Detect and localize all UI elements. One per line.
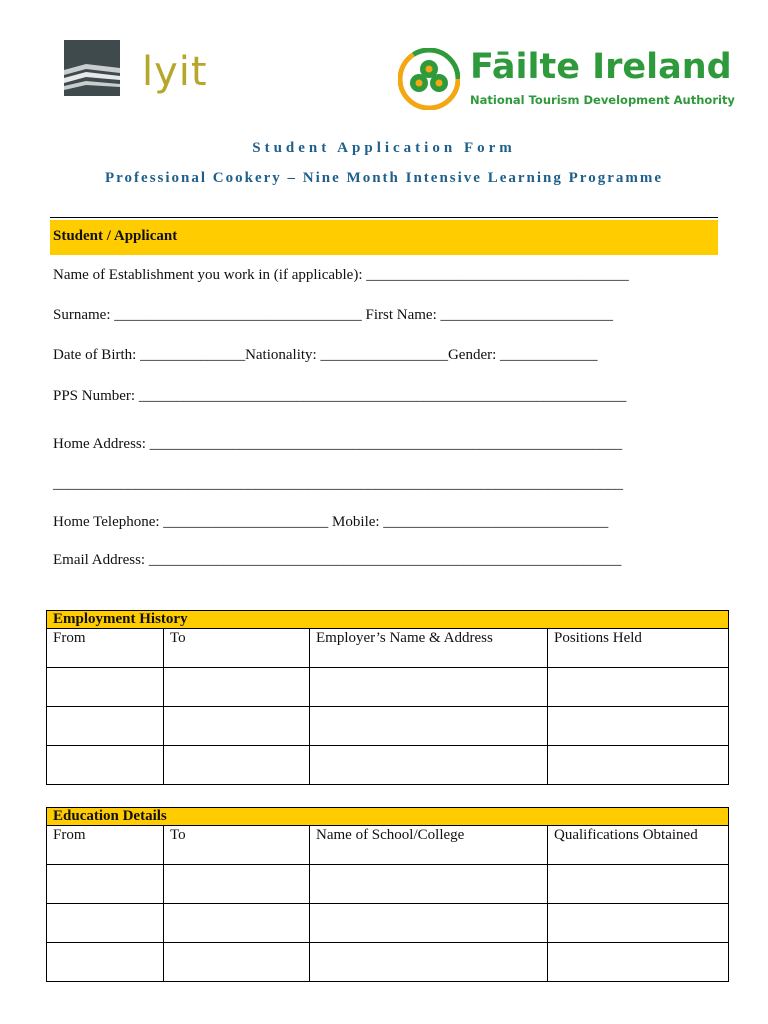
education-details-heading: Education Details [47,808,729,826]
table-cell[interactable] [47,943,164,982]
table-cell[interactable] [310,746,548,785]
employment-history-table [46,610,729,785]
table-cell[interactable] [47,668,164,707]
column-header: From [47,826,164,865]
table-cell[interactable] [548,904,729,943]
column-header: Name of School/College [310,826,548,865]
table-cell[interactable] [548,865,729,904]
telephone-mobile-fields[interactable]: Home Telephone: ______________________ Mobile: ______________________________ [53,514,609,530]
column-header: To [164,826,310,865]
establishment-field[interactable]: Name of Establishment you work in (if applicable): ___________________________________ [53,267,629,283]
table-cell[interactable] [548,746,729,785]
table-cell[interactable] [310,904,548,943]
employment-history-heading: Employment History [47,611,729,629]
lyit-logo-icon [64,40,120,96]
section-divider [50,217,718,218]
table-cell[interactable] [548,943,729,982]
table-cell[interactable] [164,707,310,746]
table-cell[interactable] [164,746,310,785]
table-cell[interactable] [310,943,548,982]
table-cell[interactable] [164,668,310,707]
table-row [47,865,729,904]
student-section-title: Student / Applicant [53,228,178,244]
table-cell[interactable] [310,707,548,746]
table-cell[interactable] [164,865,310,904]
table-row [47,904,729,943]
shamrock-logo-icon [398,48,460,110]
home-address-line-2[interactable]: ____________________________________________________________________________ [53,476,623,492]
table-cell[interactable] [47,865,164,904]
home-address-field[interactable]: Home Address: _______________________________________________________________ [53,436,623,452]
column-header: Positions Held [548,629,729,668]
pps-number-field[interactable]: PPS Number: _________________________________________________________________ [53,388,627,404]
form-title: Student Application Form [252,140,516,156]
column-header: Qualifications Obtained [548,826,729,865]
table-cell[interactable] [548,668,729,707]
column-header: Employer’s Name & Address [310,629,548,668]
table-cell[interactable] [548,707,729,746]
table-row [47,746,729,785]
table-row [47,668,729,707]
form-subtitle: Professional Cookery – Nine Month Intensive Learning Programme [105,170,663,186]
email-address-field[interactable]: Email Address: _______________________________________________________________ [53,552,622,568]
failte-ireland-tagline: National Tourism Development Authority [470,93,735,107]
education-details-table [46,807,729,982]
lyit-logo-text: lyit [142,49,208,95]
failte-ireland-name: Fāilte Ireland [470,47,732,87]
birth-nationality-gender-fields[interactable]: Date of Birth: ______________Nationality: _________________Gender: _____________ [53,347,598,363]
table-cell[interactable] [164,904,310,943]
table-cell[interactable] [310,668,548,707]
table-cell[interactable] [47,707,164,746]
table-cell[interactable] [164,943,310,982]
column-header: To [164,629,310,668]
table-row [47,707,729,746]
column-header: From [47,629,164,668]
table-cell[interactable] [47,904,164,943]
table-row [47,943,729,982]
table-cell[interactable] [47,746,164,785]
name-fields[interactable]: Surname: _________________________________ First Name: _______________________ [53,307,613,323]
table-cell[interactable] [310,865,548,904]
